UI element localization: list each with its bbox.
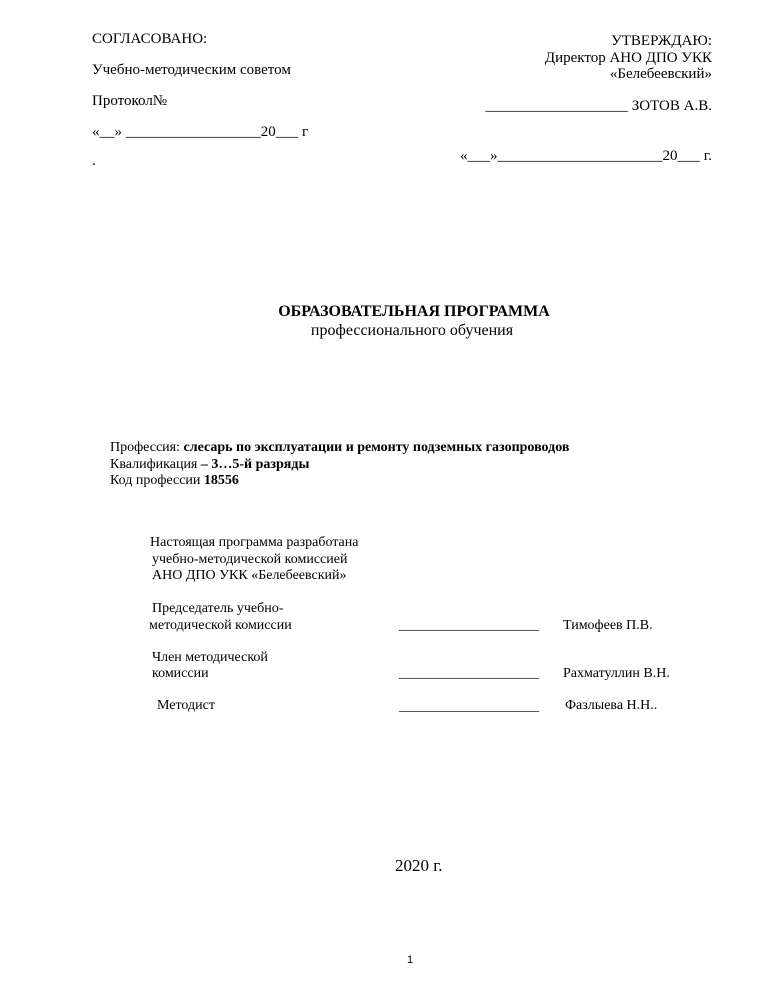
chair-name: Тимофеев П.В. [563,618,653,633]
methodist-label: Методист [157,698,215,713]
document-year: 2020 г. [395,856,443,875]
chair-label-line-2: методической комиссии [149,618,292,633]
member-signature-line: ____________________ [399,666,539,681]
agreed-heading: СОГЛАСОВАНО: [92,31,208,47]
left-date-line: «__» __________________20___ г [92,124,309,140]
qualification-label: Квалификация [110,457,201,472]
developed-line-3: АНО ДПО УКК «Белебеевский» [152,568,347,583]
program-subtitle: профессионального обучения [310,322,514,339]
director-text: Директор АНО ДПО УКК [544,50,712,66]
chair-signature-line: ____________________ [399,618,539,633]
member-label-line-2: комиссии [152,666,209,681]
methodist-signature-line: ____________________ [399,699,539,714]
profession-label: Профессия: [110,440,184,455]
developed-line-2: учебно-методической комиссией [152,552,348,567]
member-label-line-1: Член методической [152,650,268,665]
page-number: 1 [407,954,414,966]
methodist-name: Фазлыева Н.Н.. [565,698,658,713]
profession-code-label: Код профессии [110,473,204,488]
profession-code-line [110,474,239,488]
chair-label-line-1: Председатель учебно- [152,601,284,616]
right-date-line: «___»______________________20___ г. [460,148,712,164]
profession-code-value: 18556 [203,473,239,488]
left-dot: . [92,153,96,169]
program-title: ОБРАЗОВАТЕЛЬНАЯ ПРОГРАММА [278,303,550,320]
profession-line [110,441,569,455]
profession-value: слесарь по эксплуатации и ремонту подземных газопроводов [183,440,570,455]
council-text: Учебно-методическим советом [92,62,291,78]
member-name: Рахматуллин В.Н. [563,666,670,681]
approver-signature-line: ___________________ ЗОТОВ А.В. [485,98,712,114]
protocol-text: Протокол№ [92,93,168,109]
approve-heading: УТВЕРЖДАЮ: [611,33,712,49]
developed-line-1: Настоящая программа разработана [150,535,359,550]
organization-text: «Белебеевский» [609,66,712,82]
qualification-value: – 3…5-й разряды [200,457,310,472]
qualification-line [110,458,309,472]
